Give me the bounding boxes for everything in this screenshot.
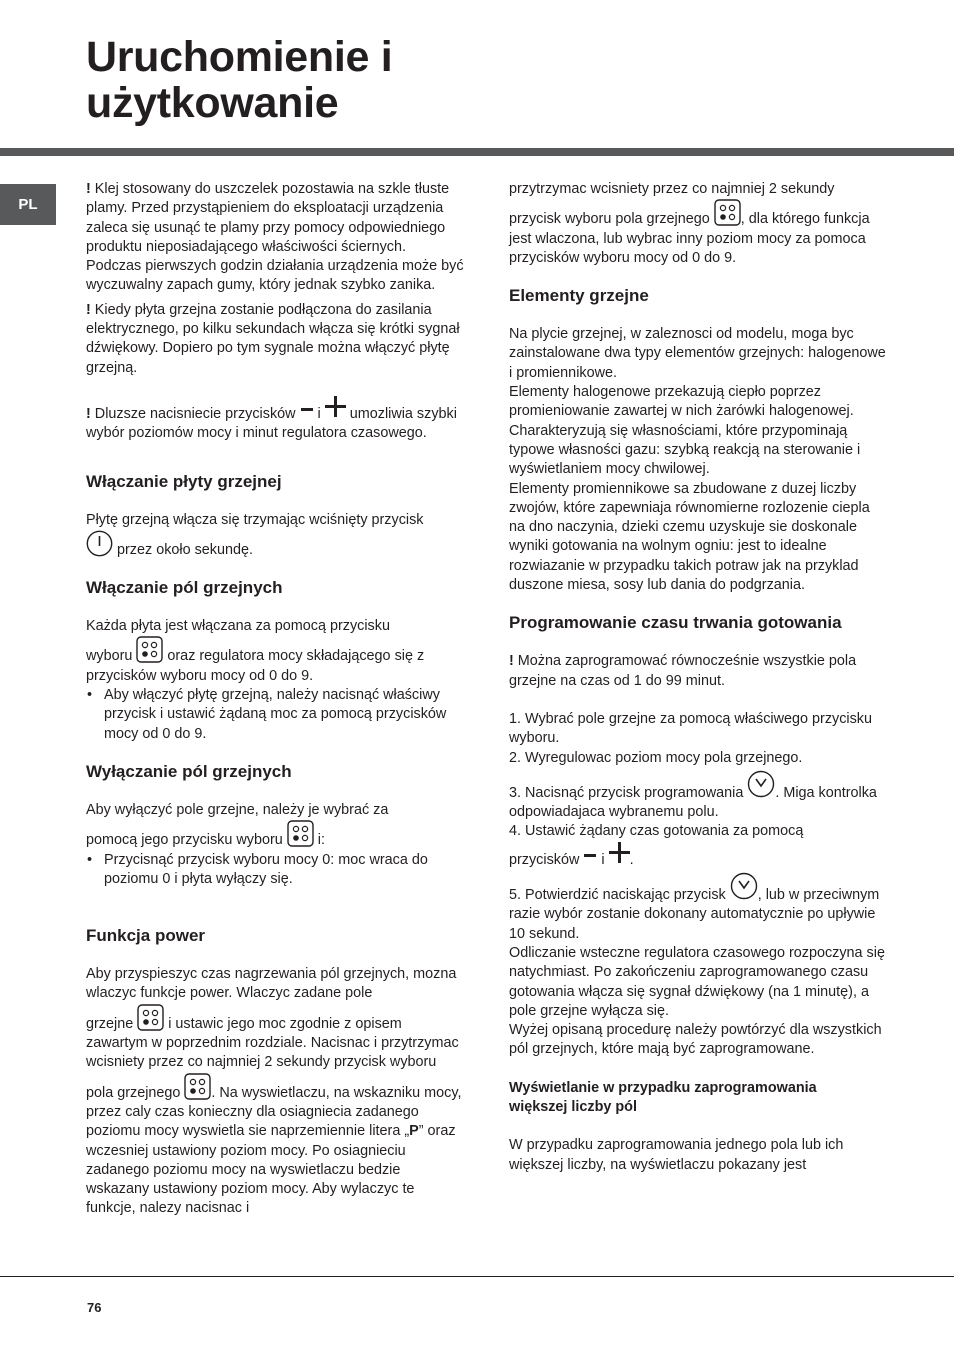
heading-power-function: Funkcja power	[86, 926, 206, 946]
page-number: 76	[87, 1300, 102, 1315]
step-3: 3. Nacisnąć przycisk programowania . Miga kontrolka odpowiadajaca wybranemu polu.	[509, 770, 889, 823]
zones-on-list	[86, 686, 464, 744]
display-text: W przypadku zaprogramowania jednego pola lub ich większej liczby, na wyświetlaczu pokazany jest	[509, 1137, 844, 1173]
exclamation-icon: !	[86, 301, 91, 318]
heading-heating-elements: Elementy grzejne	[509, 286, 649, 306]
halogen-elements-text: Elementy halogenowe przekazują ciepło poprzez promieniowanie zawartej w nich żarówki halogenowej. Charakteryzują się własnościami, które przypominają typowe własności gazu: szybką reakcją na sterowanie i wyświetlaniem mocy chwilowej.	[509, 384, 861, 478]
zone-select-icon	[136, 636, 163, 663]
step-2: 2. Wyregulowac poziom mocy pola grzejnego.	[509, 749, 803, 766]
power-icon	[86, 530, 113, 557]
minus-icon	[583, 848, 597, 862]
zones-off-text: Aby wyłączyć pole grzejne, należy je wybrać za pomocą jego przycisku wyboru i:	[86, 801, 389, 849]
heading-zones-off: Wyłączanie pól grzejnych	[86, 761, 292, 781]
zone-select-icon	[714, 199, 741, 226]
note-adhesive: ! Klej stosowany do uszczelek pozostawia na szkle tłuste plamy. Przed przystąpieniem do eksploatacji urządzenia zaleca się usunąć te plamy przy pomocy odpowiedniego produktu nieposiadającego właściwości ściernych. Podczas pierwszych godzin działania urządzenia może być wyczuwalny zapach gumy, który jednak szybko zanika.	[86, 181, 464, 294]
left-column	[86, 180, 464, 1219]
heading-display-multiple: Wyświetlanie w przypadku zaprogramowania większej liczby pól	[509, 1079, 817, 1115]
note-long-press: ! Dluzsze nacisniecie przycisków i umozliwia szybki wybór poziomów mocy i minut regulatora czasowego.	[86, 396, 464, 444]
timer-icon	[747, 770, 775, 798]
zones-off-list	[86, 851, 464, 890]
countdown-text: Odliczanie wsteczne regulatora czasowego rozpoczyna się natychmiast. Po zakończeniu zaprogramowanego czasu gotowania włącza się sygnał dźwiękowy (na 1 minutę), a pole grzejne wyłącza się.	[509, 944, 885, 1019]
step-4: 4. Ustawić żądany czas gotowania za pomocą przycisków i .	[509, 823, 804, 868]
repeat-text: Wyżej opisaną procedurę należy powtórzyć dla wszystkich pól grzejnych, które mają być zaprogramowane.	[509, 1022, 882, 1058]
power-function-continued: przytrzymac wcisniety przez co najmniej 2 sekundy przycisk wyboru pola grzejnego , dla którego funkcja jest wlaczona, lub wybrac inny poziom mocy za pomoca przycisków wyboru mocy od 0 do 9.	[509, 181, 870, 266]
minus-icon	[300, 402, 314, 416]
step-5: 5. Potwierdzić naciskając przycisk , lub w przeciwnym razie wybór zostanie dokonany automatycznie po upływie 10 sekund.	[509, 872, 889, 944]
exclamation-icon: !	[86, 405, 91, 422]
timer-icon	[730, 872, 758, 900]
plus-icon	[609, 842, 630, 863]
radiant-elements-text: Elementy promiennikowe sa zbudowane z duzej liczby zwojów, które zapewniaja równomierne rozlozenie ciepla na dno naczynia, dzieki czemu uzyskuje sie doskonale wyniki gotowania na wolnym ogniu: jest to idealne rozwiazanie w przypadku takich potraw jak na przyklad duszone miesa, sosy lub dania do podgrzania.	[509, 480, 870, 594]
right-column	[509, 180, 889, 1175]
hob-on-text: Płytę grzejną włącza się trzymając wciśnięty przycisk przez około sekundę.	[86, 511, 424, 558]
title-divider	[0, 148, 954, 156]
power-function-text: Aby przyspieszyc czas nagrzewania pól grzejnych, mozna wlaczyc funkcje power. Wlaczyc zadane pole grzejne i ustawic jego moc zgodnie z opisem zawartym w poprzednim rozdziale. Nacisnac i przytrzymac wcisniety przez co najmniej 2 sekundy przycisk wyboru pola grzejnego . Na wyswietlaczu, na wskazniku mocy, przez caly czas konieczny dla osiagniecia zadanego poziomu mocy wyswietla sie naprzemiennie litera „P” oraz wczesniej ustawiony poziom mocy. Po osiagnieciu zadanego poziomu mocy na wyswietlaczu bedzie wskazany ustawiony poziom mocy. Aby wylaczyc te funkcje, nalezy nacisnac i	[86, 966, 462, 1217]
heading-hob-on: Włączanie płyty grzejnej	[86, 471, 282, 491]
list-item: • Przycisnąć przycisk wyboru mocy 0: moc wraca do poziomu 0 i płyta wyłączy się.	[86, 851, 464, 890]
exclamation-icon: !	[509, 653, 514, 670]
zones-on-text: Każda płyta jest włączana za pomocą przycisku wyboru oraz regulatora mocy składającego się z przycisków wyboru mocy od 0 do 9.	[86, 618, 425, 684]
note-power-signal: ! Kiedy płyta grzejna zostanie podłączona do zasilania elektrycznego, po kilku sekundach włącza się krótki sygnał dźwiękowy. Dopiero po tym sygnale można włączyć płytę grzejną.	[86, 301, 460, 376]
heading-programming: Programowanie czasu trwania gotowania	[509, 613, 842, 633]
list-item: • Aby włączyć płytę grzejną, należy nacisnąć właściwy przycisk i ustawić żądaną moc za pomocą przycisków mocy od 0 do 9.	[86, 686, 464, 744]
language-badge: PL	[0, 184, 56, 225]
zone-select-icon	[184, 1073, 211, 1100]
heating-elements-text: Na plycie grzejnej, w zaleznosci od modelu, moga byc zainstalowane dwa typy elementów grzejnych: halogenowe i promiennikowe.	[509, 326, 886, 381]
plus-icon	[325, 396, 346, 417]
zone-select-icon	[287, 820, 314, 847]
footer-divider	[0, 1276, 954, 1277]
exclamation-icon: !	[86, 181, 91, 197]
page-title: Uruchomienie i użytkowanie	[86, 33, 393, 127]
step-1: 1. Wybrać pole grzejne za pomocą właściwego przycisku wyboru.	[509, 710, 872, 747]
zone-select-icon	[137, 1004, 164, 1031]
heading-zones-on: Włączanie pól grzejnych	[86, 578, 283, 598]
programming-note: ! Można zaprogramować równocześnie wszystkie pola grzejne na czas od 1 do 99 minut.	[509, 653, 857, 689]
